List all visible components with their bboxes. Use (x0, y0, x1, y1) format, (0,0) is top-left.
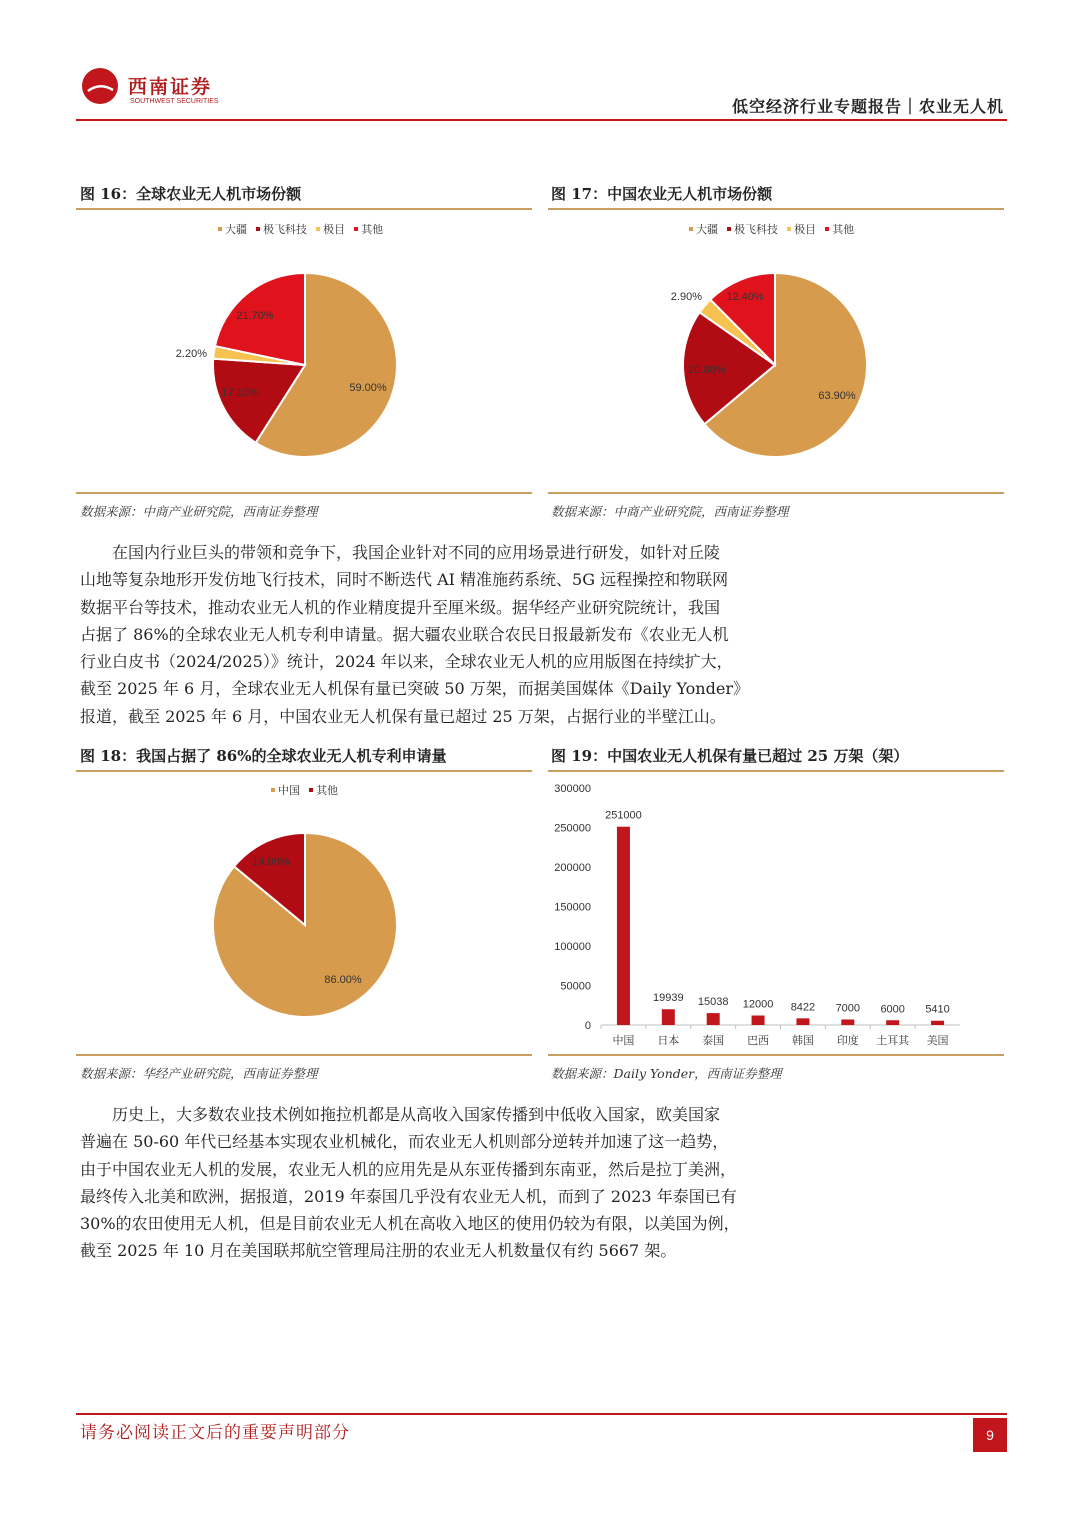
fig19-top-rule (548, 770, 1004, 772)
text-line: 山地等复杂地形开发仿地飞行技术，同时不断迭代 AI 精准施药系统、5G 远程操控和物联网 (80, 570, 729, 590)
text-line: 历史上，大多数农业技术例如拖拉机都是从高收入国家传播到中低收入国家，欧美国家 (112, 1105, 721, 1124)
x-tick-label: 泰国 (702, 1035, 725, 1047)
fig18-title: 图 18：我国占据了 86%的全球农业无人机专利申请量 (80, 747, 447, 765)
fig19-source: 数据来源：Daily Yonder，西南证券整理 (551, 1066, 782, 1081)
legend-swatch (316, 227, 320, 231)
bar-中国 (617, 827, 630, 1025)
legend-swatch (689, 227, 693, 231)
fig17-pie-chart (650, 240, 900, 490)
text-line: 普遍在 50-60 年代已经基本实现农业机械化，而农业无人机则部分逆转并加速了这一趋势， (80, 1132, 729, 1152)
pie-value-label: 86.00% (324, 974, 362, 986)
y-tick-label: 250000 (554, 822, 591, 835)
text-line: 报道，截至 2025 年 6 月，中国农业无人机保有量已超过 25 万架，占据行业的半壁江山。 (80, 706, 726, 726)
legend-swatch (271, 788, 275, 792)
text-line: 行业白皮书（2024/2025）》统计，2024 年以来，全球农业无人机的应用版图在持续扩大， (80, 652, 733, 672)
legend-label: 极目 (323, 224, 346, 236)
y-tick-label: 50000 (560, 980, 591, 993)
x-tick-label: 日本 (657, 1035, 680, 1047)
pie-value-label: 2.20% (175, 348, 207, 360)
x-tick-label: 土耳其 (876, 1035, 910, 1047)
logo-text: 西南证券 (128, 76, 213, 98)
logo-icon (80, 66, 120, 106)
legend-label: 大疆 (225, 224, 247, 236)
legend-swatch (787, 227, 791, 231)
page-number: 9 (973, 1418, 1007, 1452)
body-paragraph-1 (80, 539, 802, 730)
bar-巴西 (752, 1016, 765, 1025)
fig17-source: 数据来源：中商产业研究院，西南证券整理 (551, 504, 789, 519)
x-tick-label: 韩国 (791, 1035, 814, 1047)
pie-value-label: 12.40% (726, 291, 764, 303)
bar-value-label: 19939 (653, 992, 684, 1005)
footer-disclaimer: 请务必阅读正文后的重要声明部分 (80, 1423, 350, 1443)
fig16-source: 数据来源：中商产业研究院，西南证券整理 (80, 504, 318, 519)
fig16-top-rule (76, 208, 532, 210)
legend-swatch (218, 227, 222, 231)
y-tick-label: 300000 (554, 783, 591, 795)
fig17-legend (683, 221, 854, 237)
fig19-title: 图 19：中国农业无人机保有量已超过 25 万架（架） (551, 747, 909, 765)
y-tick-label: 100000 (554, 941, 591, 953)
legend-swatch (256, 227, 260, 231)
text-line: 截至 2025 年 10 月在美国联邦航空管理局注册的农业无人机数量仅有约 5667 架。 (80, 1241, 677, 1261)
text-line: 数据平台等技术，推动农业无人机的作业精度提升至厘米级。据华经产业研究院统计，我国 (80, 597, 721, 617)
header-divider (76, 119, 1007, 121)
fig16-pie-chart (175, 240, 430, 490)
bar-泰国 (707, 1013, 720, 1025)
fig19-bar-chart (548, 775, 1004, 1053)
x-tick-label: 美国 (926, 1035, 949, 1047)
fig18-top-rule (76, 770, 532, 772)
fig16-title: 图 16：全球农业无人机市场份额 (80, 185, 302, 203)
fig17-top-rule (548, 208, 1004, 210)
legend-label: 中国 (278, 785, 300, 797)
text-line: 在国内行业巨头的带领和竞争下，我国企业针对不同的应用场景进行研发，如针对丘陵 (112, 543, 721, 562)
pie-value-label: 63.90% (818, 390, 856, 402)
legend-label: 极飞科技 (734, 224, 779, 236)
fig16-bottom-rule (76, 492, 532, 494)
fig18-pie-chart (180, 800, 430, 1050)
fig18-legend (265, 782, 338, 798)
pie-value-label: 2.90% (670, 291, 702, 303)
x-tick-label: 印度 (836, 1035, 859, 1047)
body-paragraph-2 (80, 1101, 802, 1265)
pie-value-label: 17.10% (221, 387, 259, 399)
x-tick-label: 巴西 (747, 1035, 770, 1047)
bar-value-label: 15038 (697, 996, 729, 1009)
logo-subtext: SOUTHWEST SECURITIES (130, 98, 219, 105)
legend-swatch (825, 227, 829, 231)
bar-value-label: 12000 (742, 998, 774, 1011)
legend-label: 其他 (361, 224, 384, 236)
legend-label: 极飞科技 (263, 224, 308, 236)
legend-swatch (309, 788, 313, 792)
fig17-bottom-rule (548, 492, 1004, 494)
pie-value-label: 59.00% (349, 382, 387, 394)
fig19-bottom-rule (548, 1054, 1004, 1056)
bar-美国 (931, 1021, 944, 1025)
pie-value-label: 20.80% (688, 364, 726, 376)
legend-label: 其他 (832, 224, 855, 236)
text-line: 30%的农田使用无人机，但是目前农业无人机在高收入地区的使用仍较为有限，以美国为例， (80, 1214, 740, 1234)
footer-divider (76, 1413, 1007, 1415)
bar-value-label: 6000 (880, 1003, 905, 1016)
fig16-legend (212, 221, 383, 237)
fig18-source: 数据来源：华经产业研究院，西南证券整理 (80, 1066, 318, 1081)
report-title: 低空经济行业专题报告｜农业无人机 (731, 97, 1004, 116)
bar-土耳其 (886, 1020, 899, 1025)
text-line: 占据了 86%的全球农业无人机专利申请量。据大疆农业联合农民日报最新发布《农业无人机 (80, 624, 729, 644)
text-line: 最终传入北美和欧洲，据报道，2019 年泰国几乎没有农业无人机，而到了 2023 年泰国已有 (80, 1186, 737, 1206)
bar-value-label: 251000 (605, 809, 642, 822)
legend-swatch (354, 227, 358, 231)
y-tick-label: 0 (584, 1020, 591, 1032)
bar-日本 (662, 1009, 675, 1025)
y-tick-label: 150000 (554, 901, 591, 914)
legend-swatch (727, 227, 731, 231)
fig17-title: 图 17：中国农业无人机市场份额 (551, 185, 773, 203)
text-line: 由于中国农业无人机的发展，农业无人机的应用先是从东亚传播到东南亚，然后是拉丁美洲， (80, 1159, 737, 1179)
legend-label: 其他 (316, 785, 339, 797)
bar-value-label: 8422 (790, 1001, 816, 1014)
bar-韩国 (796, 1018, 809, 1025)
y-tick-label: 200000 (554, 862, 591, 874)
legend-label: 大疆 (696, 224, 718, 236)
bar-value-label: 7000 (835, 1002, 861, 1015)
text-line: 截至 2025 年 6 月，全球农业无人机保有量已突破 50 万架，而据美国媒体《Daily Yonder》 (80, 679, 749, 699)
bar-value-label: 5410 (925, 1003, 950, 1016)
legend-label: 极目 (794, 224, 817, 236)
x-tick-label: 中国 (612, 1035, 635, 1047)
fig18-bottom-rule (76, 1054, 532, 1056)
pie-value-label: 14.00% (252, 856, 290, 868)
pie-value-label: 21.70% (236, 310, 274, 322)
bar-印度 (841, 1019, 854, 1025)
